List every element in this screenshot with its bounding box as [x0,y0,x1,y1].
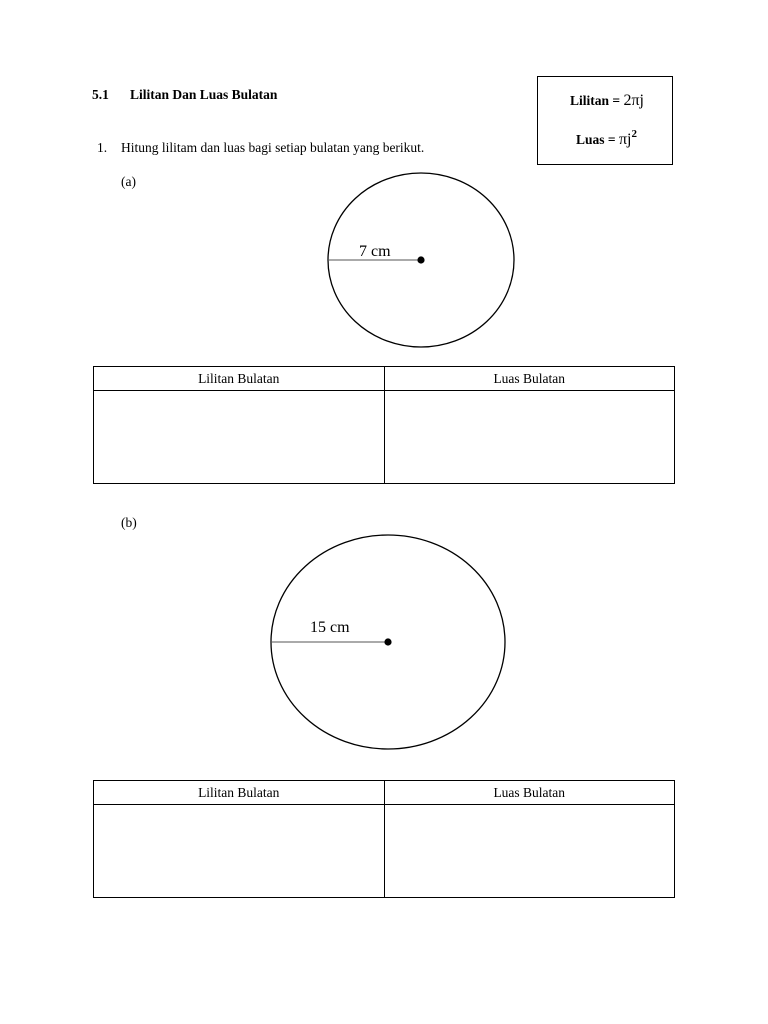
table-a-answer-circumference[interactable] [94,391,385,484]
table-a-header-area: Luas Bulatan [384,367,675,391]
area-expression: πj [618,131,632,148]
circle-b-center-dot [384,638,391,645]
section-title: Lilitan Dan Luas Bulatan [130,87,278,102]
answer-table-b [93,780,675,898]
table-b-answer-circumference[interactable] [94,805,385,898]
question-text: Hitung lilitam dan luas bagi setiap bulatan yang berikut. [121,140,425,155]
area-exponent: 2 [631,128,637,140]
circumference-label: Lilitan = [570,93,621,108]
part-b-label: (b) [121,515,137,530]
table-b-header-circumference: Lilitan Bulatan [94,781,385,805]
circle-b [271,535,505,749]
table-a-header-circumference: Lilitan Bulatan [94,367,385,391]
section-number: 5.1 [92,87,109,102]
circle-a [328,173,514,347]
answer-table-a [93,366,675,484]
area-label: Luas = [576,132,616,147]
circle-a-center-dot [417,256,424,263]
table-b-header-area: Luas Bulatan [384,781,675,805]
circumference-expression: 2πj [623,92,644,109]
table-b-answer-area[interactable] [384,805,675,898]
circle-b-radius-label: 15 cm [310,619,350,636]
part-a-label: (a) [121,174,136,189]
question-number: 1. [97,140,108,155]
table-a-answer-area[interactable] [384,391,675,484]
circle-a-radius-label: 7 cm [359,243,391,260]
